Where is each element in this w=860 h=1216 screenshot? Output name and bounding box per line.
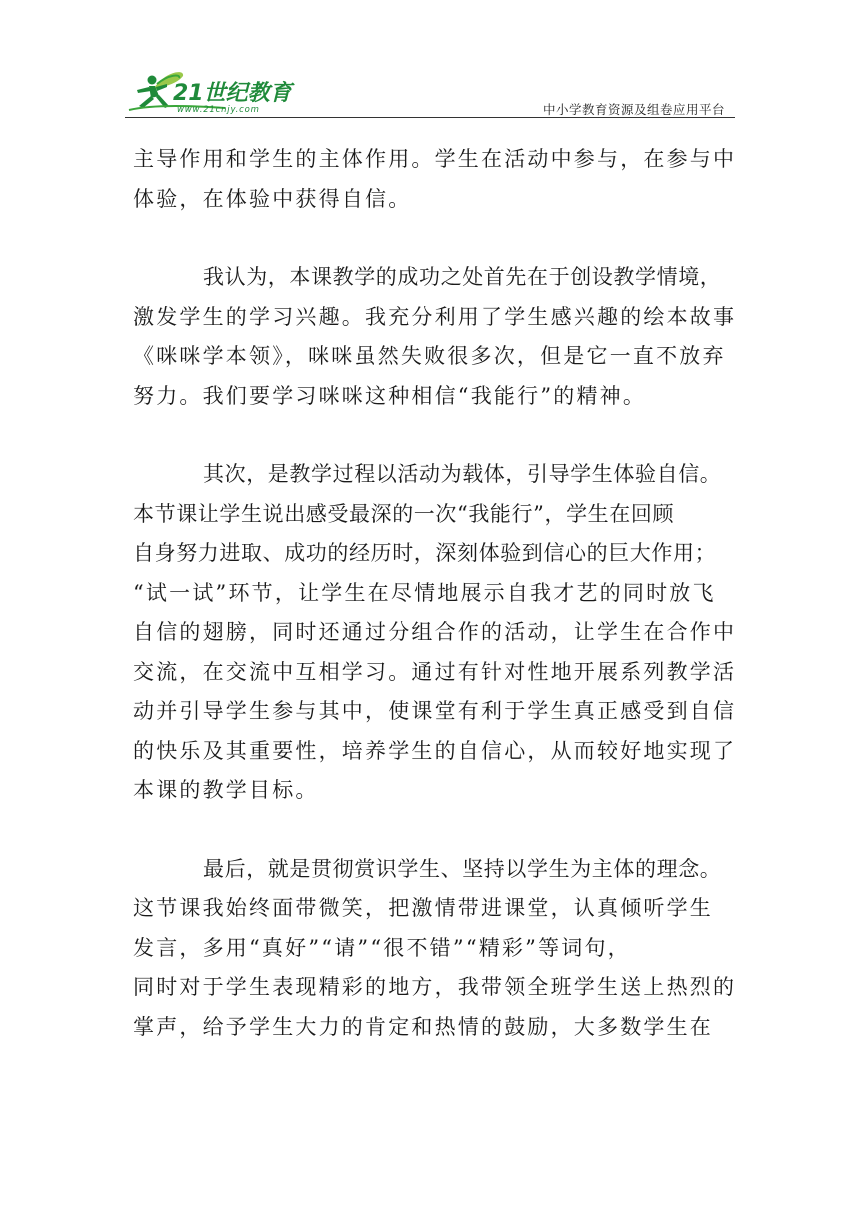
text-line: 本课的教学目标。 — [133, 778, 319, 802]
text-line: 掌声，给予学生大力的肯定和热情的鼓励，大多数学生在 — [133, 1014, 713, 1039]
paragraph-1 — [133, 140, 737, 219]
text-line: 的快乐及其重要性，培养学生的自信心，从而较好地实现了 — [133, 738, 737, 763]
platform-text: 中小学教育资源及组卷应用平台 — [542, 102, 725, 117]
paragraph-4 — [133, 850, 737, 1048]
document-body — [133, 140, 737, 1086]
text-line: 其次，是教学过程以活动为载体，引导学生体验自信。 — [203, 462, 722, 486]
text-line: 我认为，本课教学的成功之处首先在于创设教学情境， — [203, 265, 722, 289]
text-line: 《咪咪学本领》，咪咪虽然失败很多次，但是它一直不放弃 — [133, 344, 726, 368]
header-divider — [125, 117, 735, 118]
logo-title: 21世纪教育 — [173, 81, 292, 106]
text-line: 激发学生的学习兴趣。我充分利用了学生感兴趣的绘本故事 — [133, 304, 737, 329]
text-line: 努力。我们要学习咪咪这种相信“我能行”的精神。 — [133, 383, 647, 408]
text-line: 最后，就是贯彻赏识学生、坚持以学生为主体的理念。 — [203, 856, 722, 881]
text-line: 体验，在体验中获得自信。 — [133, 186, 412, 211]
text-line: 同时对于学生表现精彩的地方，我带领全班学生送上热烈的 — [133, 975, 737, 999]
page-header — [125, 66, 735, 118]
logo-21cnjy — [125, 66, 305, 116]
text-line: 交流，在交流中互相学习。通过有针对性地开展系列教学活 — [133, 659, 737, 684]
text-line: 动并引导学生参与其中，使课堂有利于学生真正感受到自信 — [133, 699, 737, 723]
text-line: 发言，多用“真好”“请”“很不错”“精彩”等词句， — [133, 935, 631, 960]
text-line: 这节课我始终面带微笑，把激情带进课堂，认真倾听学生 — [133, 896, 713, 920]
paragraph-3 — [133, 455, 737, 811]
text-line: 主导作用和学生的主体作用。学生在活动中参与，在参与中 — [133, 147, 737, 171]
logo-url: www.21cnjy.com — [177, 105, 260, 115]
text-line: “试一试”环节，让学生在尽情地展示自我才艺的同时放飞 — [133, 580, 716, 605]
text-line: 自身努力进取、成功的经历时，深刻体验到信心的巨大作用； — [133, 541, 717, 565]
paragraph-2 — [133, 258, 737, 416]
text-line: 本节课让学生说出感受最深的一次“我能行”，学生在回顾 — [133, 501, 675, 526]
text-line: 自信的翅膀，同时还通过分组合作的活动，让学生在合作中 — [133, 620, 737, 644]
